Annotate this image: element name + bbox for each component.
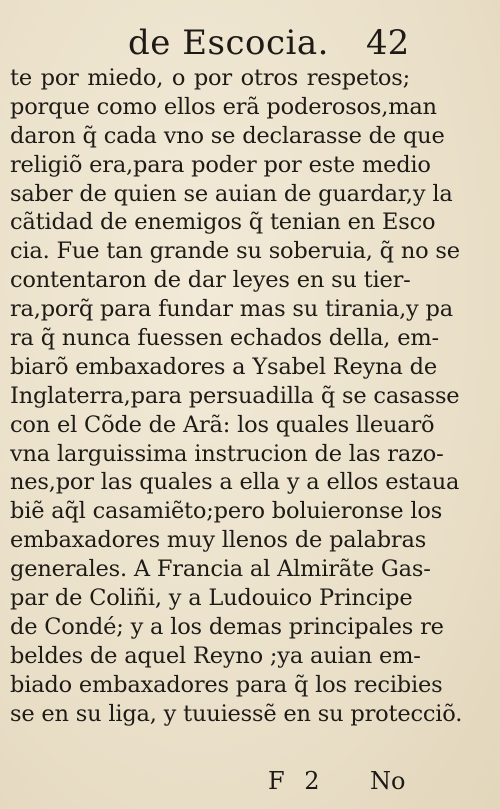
page-header <box>0 20 500 66</box>
text-line: de Condé; y a los demas principales re <box>10 613 444 640</box>
text-line: Inglaterra,para persuadilla q̃ se casasse <box>10 382 460 409</box>
text-line: contentaron de dar leyes en su tier- <box>10 267 411 294</box>
page-footer <box>0 765 500 797</box>
text-line: ra,porq̃ para fundar mas su tirania,y pa <box>10 296 453 323</box>
text-line: vna larguissima instrucion de las razo- <box>10 440 444 467</box>
signature-mark: F 2 <box>268 767 326 795</box>
running-head: de Escocia. <box>128 23 329 63</box>
text-line: biẽ aq̃l casamiẽto;pero boluieronse los <box>10 498 443 525</box>
text-line: religiõ era,para poder por este medio <box>10 151 431 178</box>
text-line: par de Coliñi, y a Ludouico Principe <box>10 585 413 612</box>
text-line: embaxadores muy llenos de palabras <box>10 527 427 554</box>
text-line: ra q̃ nunca fuessen echados della, em- <box>10 325 439 352</box>
text-line: se en su liga, y tuuiessẽ en su protecciõ. <box>10 700 463 727</box>
text-line: saber de quien se auian de guardar,y la <box>10 180 453 207</box>
text-line: te por miedo, o por otros respetos; <box>10 65 410 91</box>
text-line: beldes de aquel Reyno ;ya auian em- <box>10 642 421 669</box>
catchword: No <box>370 767 406 795</box>
text-line: biarõ embaxadores a Ysabel Reyna de <box>10 353 437 380</box>
text-line: porque como ellos erã poderosos,man <box>10 93 437 120</box>
text-line: generales. A Francia al Almirãte Gas- <box>10 556 431 583</box>
body-text <box>10 64 463 728</box>
text-line: con el Cõde de Arã: los quales lleuarõ <box>10 411 435 438</box>
page-number: 42 <box>366 23 410 63</box>
text-line: daron q̃ cada vno se declarasse de que <box>10 122 445 149</box>
text-line: cãtidad de enemigos q̃ tenian en Esco <box>10 209 436 236</box>
text-line: nes,por las quales a ella y a ellos estaua <box>10 469 460 496</box>
text-line: cia. Fue tan grande su soberuia, q̃ no se <box>10 238 460 265</box>
text-line: biado embaxadores para q̃ los recibies <box>10 671 443 698</box>
